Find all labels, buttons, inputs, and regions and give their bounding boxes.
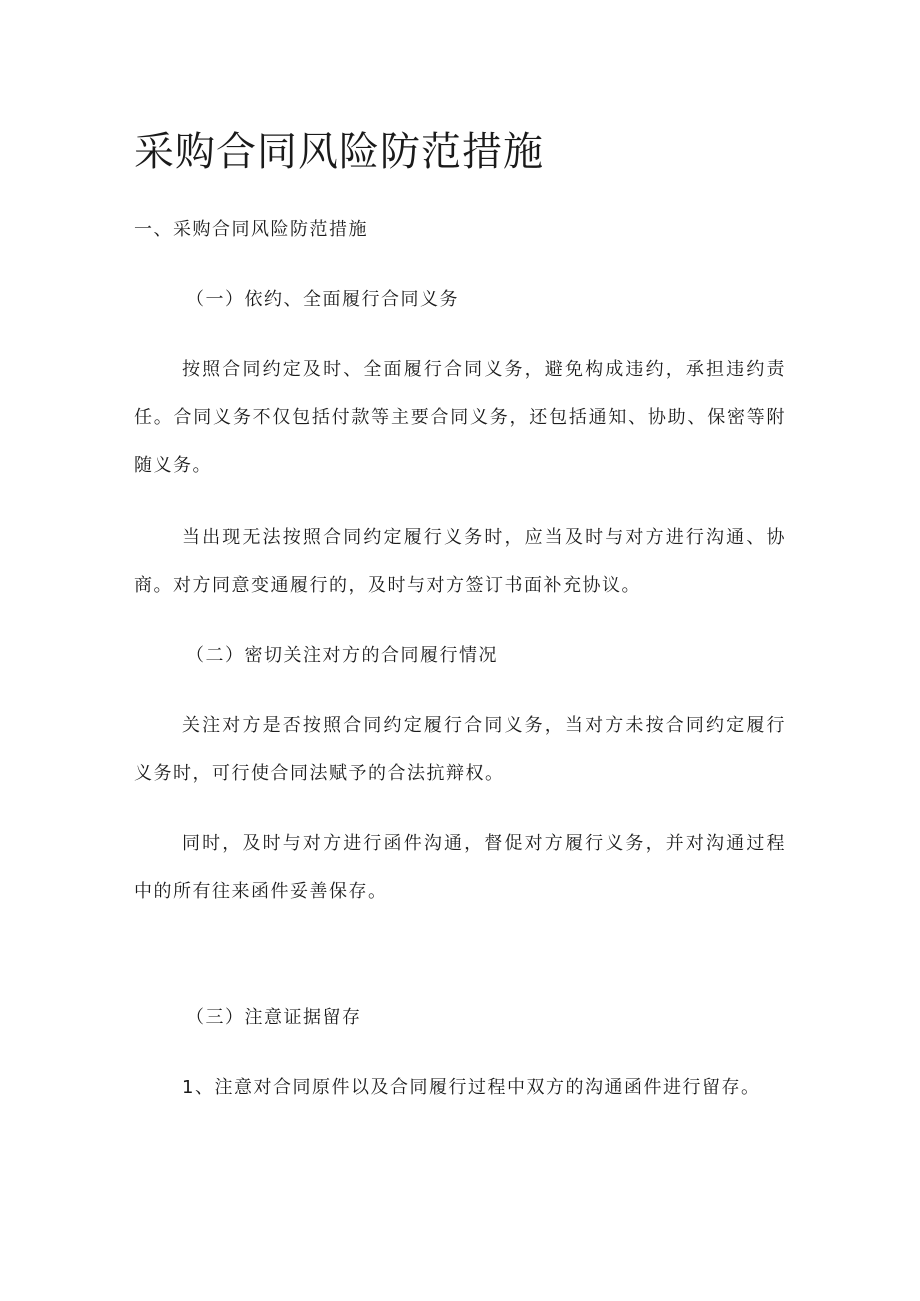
subsection-heading-3: （三）注意证据留存	[186, 1007, 362, 1028]
section-heading: 一、采购合同风险防范措施	[134, 219, 368, 240]
paragraph-2: 当出现无法按照合同约定履行义务时，应当及时与对方进行沟通、协商。对方同意变通履行的，及时与对方签订书面补充协议。	[134, 527, 786, 596]
paragraph-4: 同时，及时与对方进行函件沟通，督促对方履行义务，并对沟通过程中的所有往来函件妥善保存。	[134, 833, 786, 902]
document-title: 采购合同风险防范措施	[134, 129, 544, 175]
list-item: 1、注意对合同原件以及合同履行过程中双方的沟通函件进行留存。	[182, 1077, 761, 1098]
subsection-heading-1: （一）依约、全面履行合同义务	[186, 289, 459, 310]
paragraph-1: 按照合同约定及时、全面履行合同义务，避免构成违约，承担违约责任。合同义务不仅包括付款等主要合同义务，还包括通知、协助、保密等附随义务。	[134, 359, 786, 476]
paragraph-3: 关注对方是否按照合同约定履行合同义务，当对方未按合同约定履行义务时，可行使合同法赋予的合法抗辩权。	[134, 715, 786, 784]
subsection-heading-2: （二）密切关注对方的合同履行情况	[186, 645, 498, 666]
